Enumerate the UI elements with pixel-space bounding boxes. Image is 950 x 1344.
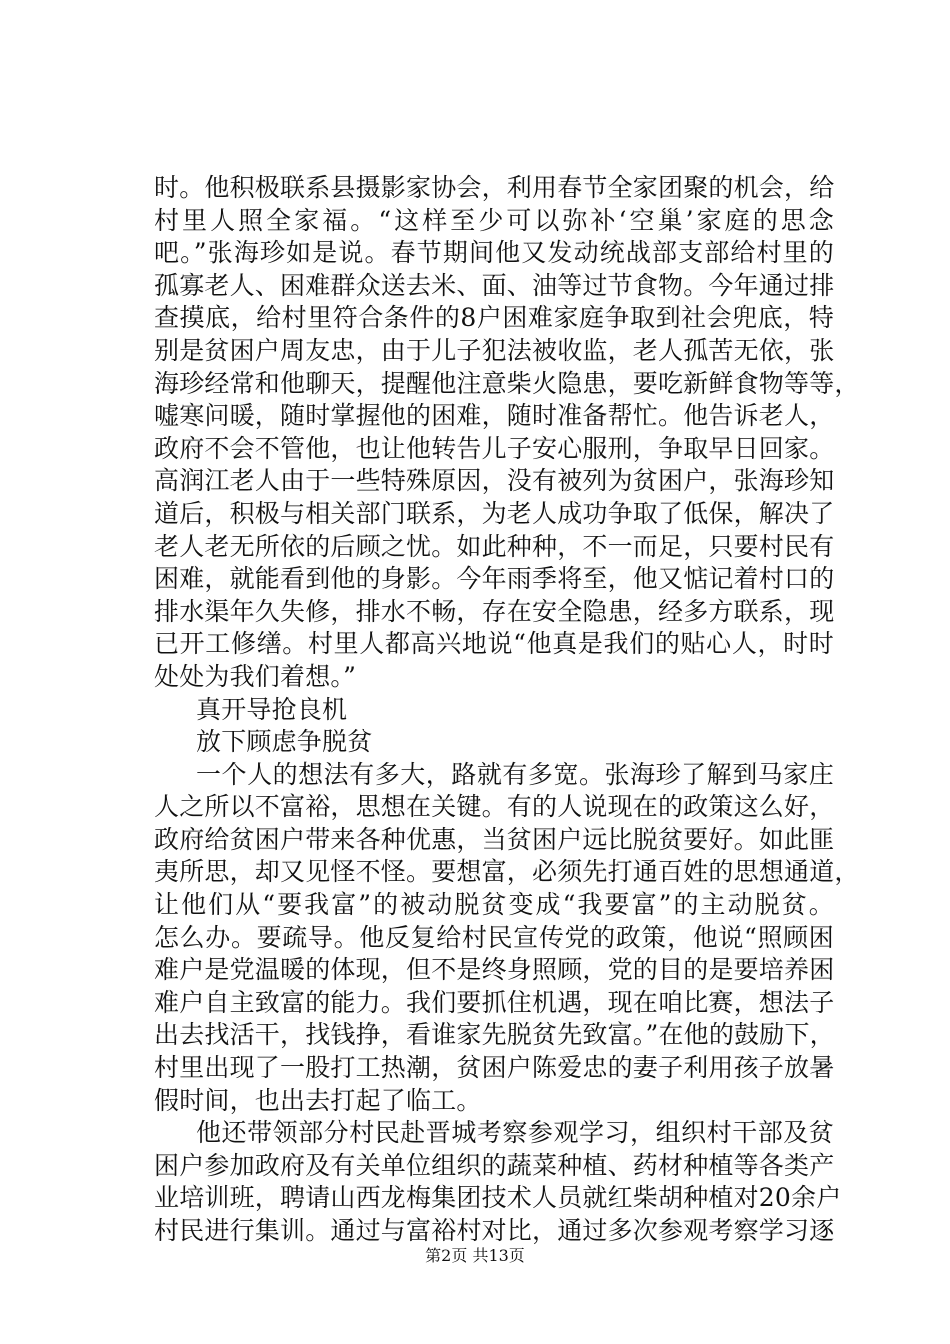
text-line: 老人老无所依的后顾之忧。如此种种，不一而足，只要村民有 [154,531,835,561]
text-line: 海珍经常和他聊天，提醒他注意柴火隐患，要吃新鲜食物等等， [154,368,860,398]
text-line: 出去找活干，找钱挣，看谁家先脱贫先致富。”在他的鼓励下， [154,1020,835,1050]
text-line: 排水渠年久失修，排水不畅，存在安全隐患，经多方联系，现 [154,596,835,626]
text-line: 让他们从“要我富”的被动脱贫变成“我要富”的主动脱贫。 [154,890,834,920]
section-heading-line: 放下顾虑争脱贫 [196,727,373,757]
text-line: 道后，积极与相关部门联系，为老人成功争取了低保，解决了 [154,498,835,528]
text-line: 孤寡老人、困难群众送去米、面、油等过节食物。今年通过排 [154,270,835,300]
text-line: 难户自主致富的能力。我们要抓住机遇，现在咱比赛，想法子 [154,987,835,1017]
text-line: 吧。”张海珍如是说。春节期间他又发动统战部支部给村里的 [154,238,834,268]
text-line: 村里出现了一股打工热潮，贫困户陈爱忠的妻子利用孩子放暑 [154,1053,835,1083]
body-text [154,172,860,1248]
text-line: 业培训班，聘请山西龙梅集团技术人员就红柴胡种植对20余户 [154,1183,842,1213]
text-line: 困难，就能看到他的身影。今年雨季将至，他又惦记着村口的 [154,564,835,594]
text-line: 怎么办。要疏导。他反复给村民宣传党的政策，他说“照顾困 [154,922,834,952]
text-line: 人之所以不富裕，思想在关键。有的人说现在的政策这么好， [154,792,835,822]
text-line: 政府给贫困户带来各种优惠，当贫困户远比脱贫要好。如此匪 [154,824,835,854]
text-line: 难户是党温暖的体现，但不是终身照顾，党的目的是要培养困 [154,955,835,985]
section-heading-line: 真开导抢良机 [196,694,348,724]
text-line: 时。他积极联系县摄影家协会，利用春节全家团聚的机会，给 [154,173,835,202]
text-line: 已开工修缮。村里人都高兴地说“他真是我们的贴心人，时时 [154,629,834,659]
text-line: 查摸底，给村里符合条件的8户困难家庭争取到社会兜底，特 [154,303,834,333]
text-line: 处处为我们着想。” [154,661,357,691]
text-line: 高润江老人由于一些特殊原因，没有被列为贫困户，张海珍知 [154,466,835,496]
text-line: 困户参加政府及有关单位组织的蔬菜种植、药材种植等各类产 [154,1150,835,1180]
text-line: 夷所思，却又见怪不怪。要想富，必须先打通百姓的思想通道， [154,857,860,887]
text-line: 他还带领部分村民赴晋城考察参观学习，组织村干部及贫 [196,1118,834,1148]
page-number-footer: 第2页 共13页 [425,1246,525,1265]
text-line: 村民进行集训。通过与富裕村对比，通过多次参观考察学习逐 [154,1216,835,1245]
text-line: 政府不会不管他，也让他转告儿子安心服刑，争取早日回家。 [154,433,835,463]
text-line: 假时间，也出去打起了临工。 [154,1085,482,1115]
text-line: 一个人的想法有多大，路就有多宽。张海珍了解到马家庄 [196,759,834,789]
text-line: 嘘寒问暖，随时掌握他的困难，随时准备帮忙。他告诉老人， [154,401,835,431]
text-line: 别是贫困户周友忠，由于儿子犯法被收监，老人孤苦无依，张 [154,335,835,365]
text-line: 村里人照全家福。“这样至少可以弥补‘空巢’家庭的思念 [154,205,834,235]
